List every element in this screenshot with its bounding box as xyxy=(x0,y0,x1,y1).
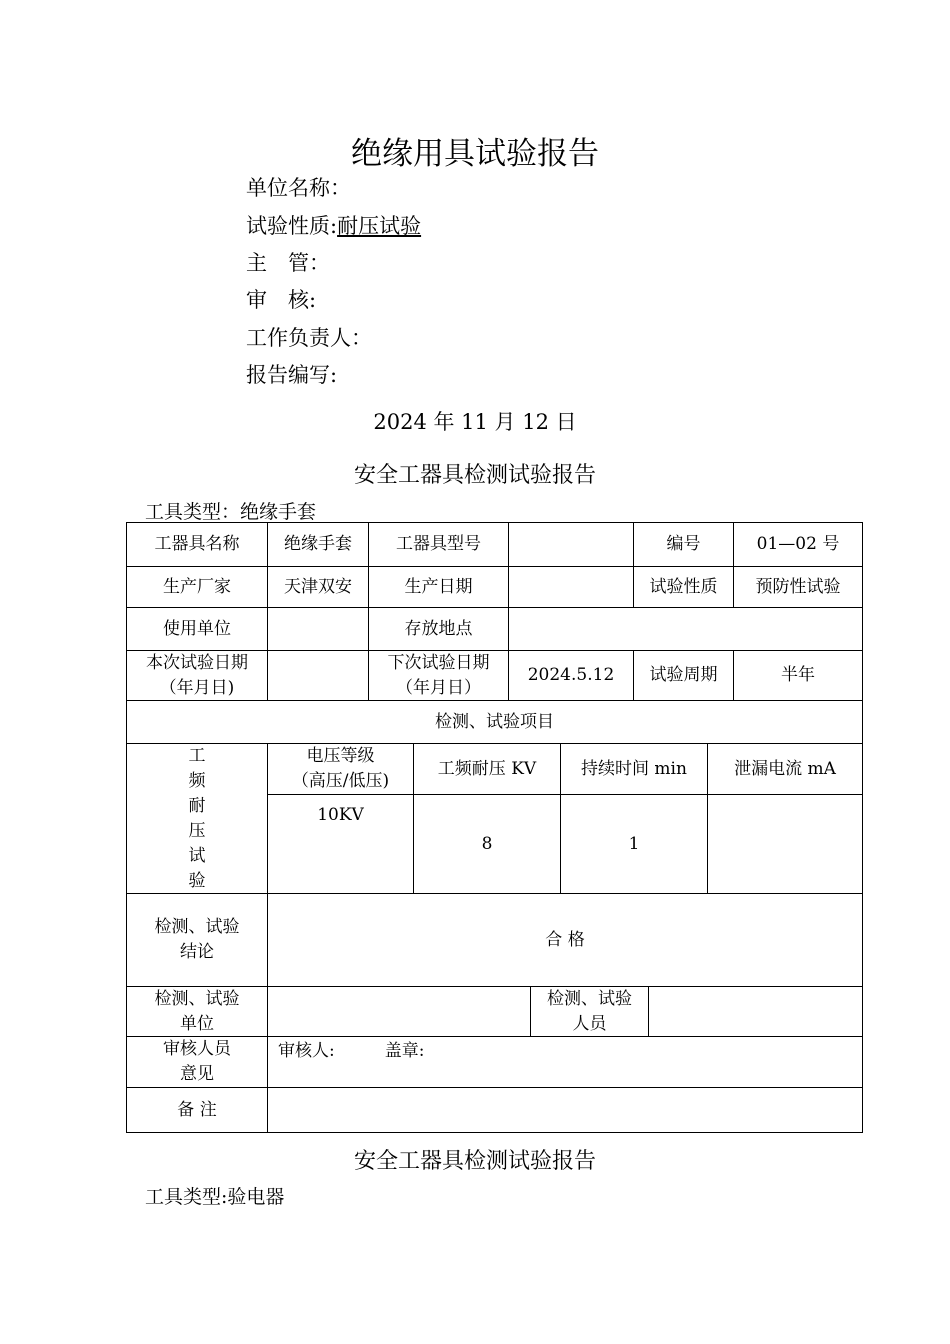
storage-value xyxy=(508,607,863,651)
test-staff-label-line1: 检测、试验 xyxy=(547,988,632,1009)
freq-withstand-char: 验 xyxy=(188,870,206,891)
next-test-date-value: 2024.5.12 xyxy=(508,650,634,701)
freq-withstand-char: 试 xyxy=(188,845,206,866)
review-opinion-label xyxy=(126,1036,268,1088)
review-opinion-label-line1: 审核人员 xyxy=(163,1039,231,1059)
nature-label: 试验性质 xyxy=(633,566,734,608)
responsible-label: 工作负责人： xyxy=(246,326,372,350)
tool-model-value xyxy=(508,522,634,567)
report1-title: 安全工器具检测试验报告 xyxy=(353,463,596,488)
production-date-value xyxy=(508,566,634,608)
user-unit-value xyxy=(267,607,369,651)
test-unit-label-line2: 单位 xyxy=(180,1013,214,1034)
withstand-voltage-value: 8 xyxy=(413,794,561,894)
test-nature-value: 耐压试验 xyxy=(337,214,422,238)
conclusion-value: 合 格 xyxy=(267,893,863,987)
freq-withstand-char: 工 xyxy=(188,745,206,766)
next-test-date-label-line2: （年月日） xyxy=(396,677,481,698)
nature-value: 预防性试验 xyxy=(733,566,863,608)
conclusion-label-line1: 检测、试验 xyxy=(154,917,240,937)
tool-name-value: 绝缘手套 xyxy=(267,522,369,567)
this-test-date-label-line1: 本次试验日期 xyxy=(146,652,248,673)
this-test-date-value xyxy=(267,650,369,701)
freq-withstand-test-label xyxy=(126,743,268,894)
next-test-date-label-line1: 下次试验日期 xyxy=(387,652,490,673)
duration-value: 1 xyxy=(560,794,708,894)
voltage-level-header-line1: 电压等级 xyxy=(306,746,375,766)
test-staff-value xyxy=(648,986,863,1037)
duration-header: 持续时间 min xyxy=(560,743,708,795)
freq-withstand-char: 耐 xyxy=(188,795,206,816)
reviewer-label: 审 核: xyxy=(246,288,317,312)
production-date-label: 生产日期 xyxy=(368,566,509,608)
review-opinion-value xyxy=(267,1036,863,1088)
tool-name-label: 工器具名称 xyxy=(126,522,268,567)
report1-tool-type: 工具类型：绝缘手套 xyxy=(145,501,317,523)
report2-tool-type: 工具类型:验电器 xyxy=(145,1186,285,1208)
this-test-date-label xyxy=(126,650,268,701)
storage-label: 存放地点 xyxy=(368,607,509,651)
document-title: 绝缘用具试验报告 xyxy=(351,136,599,172)
unit-name-label: 单位名称： xyxy=(246,176,351,200)
report2-title: 安全工器具检测试验报告 xyxy=(353,1149,596,1174)
voltage-level-header-line2: （高压/低压) xyxy=(291,771,390,791)
test-staff-label-line2: 人员 xyxy=(572,1013,607,1034)
maker-value: 天津双安 xyxy=(267,566,369,608)
review-opinion-label-line2: 意见 xyxy=(180,1064,214,1084)
remarks-label: 备 注 xyxy=(126,1087,268,1133)
report-date: 2024 年 11 月 12 日 xyxy=(373,410,577,434)
freq-withstand-char: 压 xyxy=(188,820,206,841)
seal-label: 盖章: xyxy=(384,1041,425,1061)
leakage-current-value xyxy=(707,794,863,894)
withstand-voltage-header: 工频耐压 KV xyxy=(413,743,561,795)
test-unit-label-line1: 检测、试验 xyxy=(154,988,240,1009)
test-items-header: 检测、试验项目 xyxy=(126,700,863,744)
leakage-current-header: 泄漏电流 mA xyxy=(707,743,863,795)
next-test-date-label xyxy=(368,650,509,701)
voltage-level-header xyxy=(267,743,414,795)
conclusion-label-line2: 结论 xyxy=(180,942,214,962)
test-period-value: 半年 xyxy=(733,650,863,701)
test-nature-line xyxy=(246,210,421,240)
serial-label: 编号 xyxy=(633,522,734,567)
user-unit-label: 使用单位 xyxy=(126,607,268,651)
maker-label: 生产厂家 xyxy=(126,566,268,608)
reviewer-signature-label: 审核人: xyxy=(278,1041,335,1061)
supervisor-label: 主 管： xyxy=(246,251,330,275)
test-unit-value xyxy=(267,986,531,1037)
this-test-date-label-line2: （年月日) xyxy=(159,677,235,698)
test-nature-label: 试验性质: xyxy=(246,214,338,238)
tool-model-label: 工器具型号 xyxy=(368,522,509,567)
remarks-value xyxy=(267,1087,863,1133)
report-writer-label: 报告编写: xyxy=(246,363,338,387)
test-staff-label xyxy=(530,986,649,1037)
serial-value: 01—02 号 xyxy=(733,522,863,567)
test-period-label: 试验周期 xyxy=(633,650,734,701)
freq-withstand-char: 频 xyxy=(188,770,206,791)
test-unit-label xyxy=(126,986,268,1037)
conclusion-label xyxy=(126,893,268,987)
voltage-level-value: 10KV xyxy=(267,794,414,894)
